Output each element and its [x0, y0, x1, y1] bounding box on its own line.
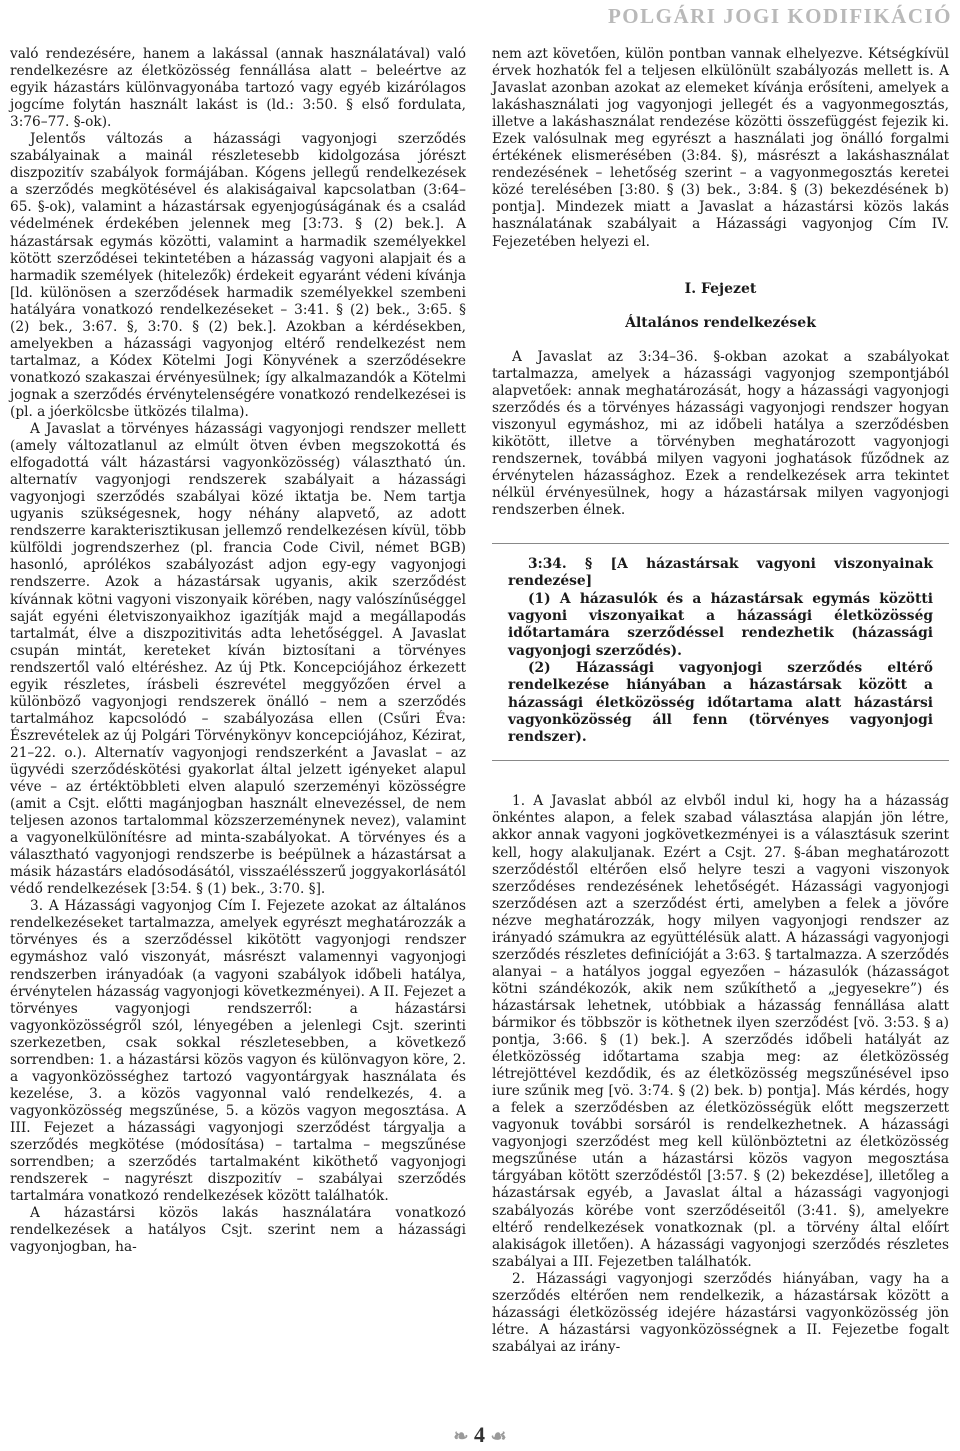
chapter-number: I. Fejezet — [684, 280, 757, 297]
page-number — [445, 1422, 515, 1448]
law-section-heading: 3:34. § [A házastársak vagyoni viszonyainak rendezése] — [508, 556, 933, 590]
paragraph: nem azt követően, külön pontban vannak elhelyezve. Kétségkívül érvek hozhatók fel a teljesen elkülönült szabályozás mellett is. A Javaslat azonban azokat az elemeket kívánja erősíteni, amelyek a lakáshasználati jog vagyonjogi jellegét és a vagyonmegosztás, illetve a lakáshasználat rendezése közötti összefüggést fejezik ki. Ezek valósulnak meg egyrészt a használati jog önálló forgalmi értékének elismerésében (3:84. §), másrészt a lakáshasználat rendezésének – lehetőség szerint – a vagyonmegosztás keretei közé terelésében [3:80. § (3) bek., 3:84. § (3) bekezdésének b) pontja]. Mindezek miatt a Javaslat a házastársi közös lakás használatának szabályait a Házassági vagyonjog Cím IV. Fejezetében helyezi el. — [492, 46, 949, 250]
paragraph: 3. A Házassági vagyonjog Cím I. Fejezete azokat az általános rendelkezéseket tartalmazza, amelyek egyrészt meghatározzák a törvényes és a szerződéssel kikötött vagyonjogi rendszer egymáshoz való viszonyát, másrészt valamennyi vagyonjogi rendszerben irányadóak (a vagyoni szabályok időbeli hatálya, érvénytelen házasság vagyonjogi következményei). A II. Fejezet a törvényes vagyonjogi rendszerről: a házastársi vagyonközösségről szól, lényegében a jelenlegi Csjt. szerinti szerkezetben, csak sokkal részletesebben, a következő sorrendben: 1. a házastársi közös vagyon és különvagyon köre, 2. a vagyonközösséghez tartozó vagyontárgyak használata és kezelése, 3. a közös vagyonnal való rendelkezés, 4. a vagyonközösség megszűnése, 5. a közös vagyon megosztása. A III. Fejezet a házassági vagyonjogi szerződést tárgyalja a szerződés megkötése (módosítása) – tartalma – megszűnése sorrendben; a szerződés tartalmaként kiköthető vagyonjogi rendszerek – nagyrészt diszpozitív – szabályai szerződés tartalmára vonatkozó rendelkezések között találhatók. — [10, 898, 466, 1205]
paragraph: 1. A Javaslat abból az elvből indul ki, hogy ha a házasság önkéntes alapon, a felek szabad választása alapján jön létre, akkor annak vagyoni jogkövetkezményei is a választásuk szerint kell, hogy alakuljanak. Ezért a Csjt. 27. §-ában meghatározott szerződéstől eltérően első helyre teszi a vagyoni viszonyok szerződéses rendezésének lehetőségét. Házassági vagyonjogi szerződésen azt a szerződést érti, amelyben a felek a jövőre nézve meghatározzák, hogy milyen vagyonjogi rendszer az irányadó számukra az együttélésük alatt. A házassági vagyonjogi szerződés részletes definícióját a 3:63. § tartalmazza. A szerződés alanyai – a hatályos joggal egyezően – házasulók (házasságot kötni szándékozók, akik nem szűkíthető a „jegyesekre”) és házastársak lehetnek, utóbbiak a házasság fennállása alatt bármikor és többször is köthetnek ilyen szerződést [vö. 3:53. § a) pontja, 3:66. § (1) bek.]. A szerződés időbeli hatályát az életközösség időtartama szabja meg: az életközösség létrejöttével kezdődik, és az életközösség megszűnésével ipso iure szűnik meg [vö. 3:74. § (2) bek. b) pontja]. Más kérdés, hogy a felek a szerződésben az életközösségük előtt megszerzett vagyonuk további sorsáról is rendelkezhetnek. A házassági vagyonjogi szerződést meg kell különböztetni az életközösség megszűnése után a házastársi közös vagyon megosztása tárgyában kötött szerződéstől [3:57. § (2) bekezdése], illetőleg a házastársak egyéb, a Javaslat által a házassági vagyonjogi szabályozás körébe vont szerződéseitől (3:41. §), amelyekre eltérő rendelkezések vonatkoznak (pl. a törvény által előírt alakiságok illetően). A házassági vagyonjogi szerződés részletes szabályai a III. Fejezetben találhatók. — [492, 793, 949, 1270]
paragraph: 2. Házassági vagyonjogi szerződés hiányában, vagy ha a szerződés eltérően nem rendelkezik, a házastársak között a házassági életközösség idejére házastársi vagyonközösség jön létre. A házastársi vagyonközösségnek a II. Fejezetbe fogalt szabályai az irány- — [492, 1270, 949, 1355]
running-head: POLGÁRI JOGI KODIFIKÁCIÓ — [607, 4, 952, 28]
chapter-title: Általános rendelkezések — [625, 314, 816, 331]
law-paragraph: (2) Házassági vagyonjogi szerződés eltérő rendelkezése hiányában a házastársak között a házassági életközösség időtartama alatt házastársi vagyonközösség áll fenn (törvényes vagyonjogi rendszer). — [508, 659, 933, 746]
ornament-left-icon: ❧ — [453, 1426, 469, 1446]
commentary — [492, 793, 949, 1356]
right-column — [492, 46, 949, 1356]
page-number-value: 4 — [473, 1422, 485, 1447]
law-paragraph: (1) A házasulók és a házastársak egymás közötti vagyoni viszonyaikat a házassági életközösség időtartamára szerződéssel rendezhetik (házassági vagyonjogi szerződés). — [508, 590, 933, 659]
ornament-right-icon: ☙ — [490, 1426, 507, 1446]
paragraph: A Javaslat az 3:34–36. §-okban azokat a szabályokat tartalmazza, amelyek a házassági vagyonjog szempontjából alapvetőek: annak meghatározását, hogy a házassági vagyonjogi szerződés és a törvényes házassági vagyonjogi rendszer hogyan viszonyul egymáshoz, mi az időbeli hatálya a szerződésben kikötött, illetve a törvényben meghatározott vagyonjogi rendszernek, továbbá milyen vagyoni joghatások fűződnek az érvénytelen házassághoz. Ezek a rendelkezések arra tekintet nélkül érvényesülnek, hogy a házastársak milyen vagyonjogi rendszerben élnek. — [492, 348, 949, 519]
paragraph: A Javaslat a törvényes házassági vagyonjogi rendszer mellett (amely változatlanul az elmúlt ötven évben megszokottá és elfogadottá vált házastársi vagyonközösség) választható ún. alternatív vagyonjogi rendszerek szabályait a házassági vagyonjogi szerződés szabályai közé iktatja be. Nem tartja ugyanis szükségesnek, hogy néhány alapvető, az adott rendszerre karakterisztikusan jellemző rendelkezésen kívül, több külföldi jogrendszerhez (pl. francia Code Civil, német BGB) hasonló, aprólékos szabályozást adjon egy-egy vagyonjogi rendszerre. Azok a házastársak ugyanis, akik szerződést kívánnak kötni vagyoni viszonyaik körében, nagy valószínűséggel saját egyéni életviszonyaikhoz igazítják majd a megállapodás tartalmát, élve a diszpozitivitás adta lehetőséggel. A Javaslat csupán mintát, kereteket kíván biztosítani a törvényes rendszertől való eltéréshez. Az új Ptk. Koncepciójához érkezett egyik részletes, írásbeli észrevétel meggyőzően érvel a különböző vagyonjogi rendszerek önálló – nem a szerződés tartalmához kapcsolódó – szabályozása ellen (Csűri Éva: Észrevételek az új Polgári Törvénykönyv koncepciójához, Kézirat, 21–22. o.). Alternatív vagyonjogi rendszerként a Javaslat – az ügyvédi szerződéskötési gyakorlat által jelzett igényeket alapul véve – az értéktöbbleti elven alapuló szerzeményi közösségre (amit a Csjt. előtti magánjogban használt elnevezéssel, de nem teljesen azonos tartalommal közszerzeménynek nevez), valamint a vagyonelkülönítésre ad minta-szabályokat. A törvényes és a választható vagyonjogi rendszerbe is beépülnek a házastársat a másik házastárs eladósodásától, visszaélésszerű joggyakorlásától védő rendelkezések [3:54. § (1) bek., 3:70. §]. — [10, 421, 466, 898]
paragraph: való rendezésére, hanem a lakással (annak használatával) való rendelkezésre az életközösség fennállása alatt – beleértve az egyik házastárs különvagyonába tartozó vagy egyéb kizárólagos jogcíme folytán használt lakást is (ld.: 3:50. § első fordulata, 3:76–77. §-ok). — [10, 46, 466, 131]
paragraph: A házastársi közös lakás használatára vonatkozó rendelkezések a hatályos Csjt. szerint nem a házassági vagyonjogban, ha- — [10, 1205, 466, 1256]
paragraph: Jelentős változás a házassági vagyonjogi szerződés szabályainak a mainál részletesebb kidolgozása jórészt diszpozitív szabályok formájában. Kógens jellegű rendelkezések a szerződés megkötésével és alakiságaival kapcsolatban (3:64–65. §-ok), valamint a házastársak egyenjogúságának és a család védelmének érdekében jelennek meg [3:73. § (2) bek.]. A házastársak egymás közötti, valamint a harmadik személyekkel kötött szerződései tekintetében a házasság vagyoni alapjait és a harmadik személyek (hitelezők) érdekeit egyaránt védeni kívánja [ld. különösen a szerződések harmadik személyekkel szembeni hatályára vonatkozó rendelkezéseket – 3:41. § (2) bek., 3:65. § (2) bek., 3:67. §, 3:70. § (2) bek.]. Azokban a kérdésekben, amelyekben a házassági vagyonjog eltérő rendelkezést nem tartalmaz, a Kódex Kötelmi Jogi Könyvének a szerződésekre vonatkozó szakaszai érvényesülnek; így alkalmazandók a Kötelmi jognak a szerződés érvénytelenségére vonatkozó rendelkezései is (pl. a jóerkölcsbe ütközés tilalma). — [10, 131, 466, 420]
law-text-box — [492, 543, 949, 761]
left-column — [10, 46, 466, 1256]
